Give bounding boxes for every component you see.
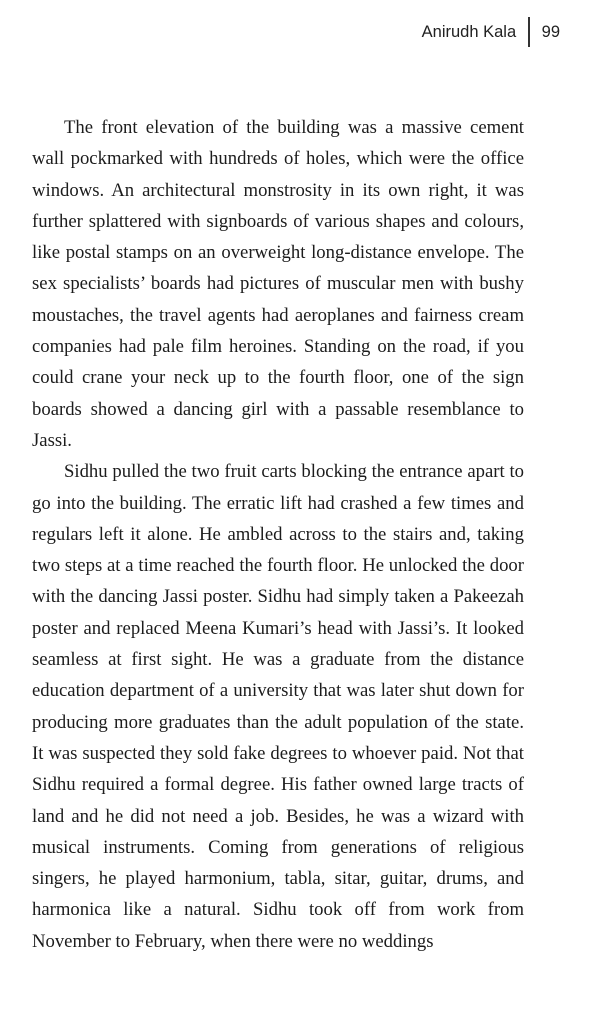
author-name: Anirudh Kala (421, 22, 517, 41)
body-text (32, 112, 524, 957)
running-header (422, 18, 560, 46)
paragraph-2: Sidhu pulled the two fruit carts blocking the entrance apart to go into the building. The erratic lift had crashed a few times and regulars left it alone. He ambled across to the stairs and, taking two steps at a time reached the fourth floor. He unlocked the door with the dancing Jassi poster. Sidhu had simply taken a Pakeezah poster and replaced Meena Kumari’s head with Jassi’s. It looked seamless at first sight. He was a graduate from the distance education department of a university that was later shut down for producing more graduates than the adult population of the state. It was suspected they sold fake degrees to whoever paid. Not that Sidhu required a formal degree. His father owned large tracts of land and he did not need a job. Besides, he was a wizard with musical instruments. Coming from generations of religious singers, he played harmonium, tabla, sitar, guitar, drums, and harmonica like a natural. Sidhu took off from work from November to February, when there were no weddings (32, 461, 524, 952)
paragraph-1: The front elevation of the building was a massive cement wall pockmarked with hundreds of holes, which were the office windows. An architectural monstrosity in its own right, it was further splattered with signboards of various shapes and colours, like postal stamps on an overweight long-distance envelope. The sex specialists’ boards had pictures of muscular men with bushy moustaches, the travel agents had aeroplanes and fairness cream companies had pale film heroines. Standing on the road, if you could crane your neck up to the fourth floor, one of the sign boards showed a dancing girl with a passable resemblance to Jassi. (32, 117, 524, 451)
page-number: 99 (541, 22, 560, 41)
